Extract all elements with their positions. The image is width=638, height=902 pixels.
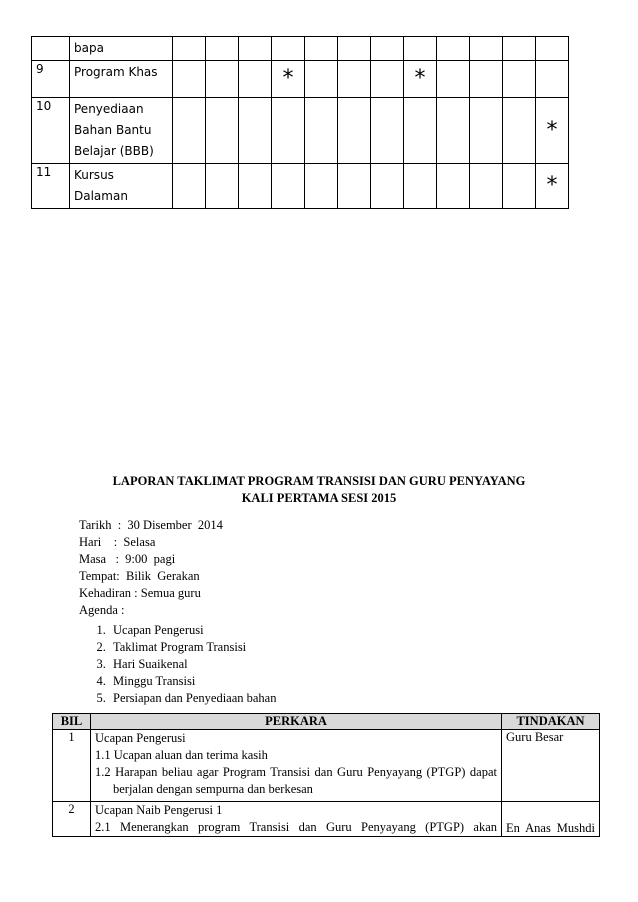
schedule-week-cell bbox=[305, 98, 338, 164]
row-bil: 1 bbox=[53, 730, 91, 802]
info-kehadiran: Kehadiran : Semua guru bbox=[79, 586, 201, 600]
info-masa: Masa : 9:00 pagi bbox=[79, 552, 176, 566]
schedule-week-cell bbox=[272, 98, 305, 164]
row-tindakan: En Anas Mushdi bbox=[502, 802, 600, 837]
agenda bbox=[79, 603, 276, 707]
schedule-week-cell bbox=[338, 61, 371, 98]
agenda-item: 5. Persiapan dan Penyediaan bahan bbox=[109, 690, 276, 707]
report-title-line2: KALI PERTAMA SESI 2015 bbox=[241, 491, 397, 505]
schedule-week-cell bbox=[173, 37, 206, 61]
perkara-table bbox=[52, 713, 600, 837]
info-tempat: Tempat: Bilik Gerakan bbox=[79, 569, 200, 583]
schedule-week-cell bbox=[536, 37, 569, 61]
schedule-table-body bbox=[32, 37, 569, 209]
schedule-activity: Penyediaan Bahan Bantu Belajar (BBB) bbox=[70, 98, 173, 164]
header-tindakan: TINDAKAN bbox=[502, 714, 600, 730]
perkara-header-row bbox=[53, 714, 600, 730]
agenda-item: 1. Ucapan Pengerusi bbox=[109, 622, 276, 639]
schedule-week-cell bbox=[536, 98, 569, 164]
header-perkara: PERKARA bbox=[91, 714, 502, 730]
agenda-item: 3. Hari Suaikenal bbox=[109, 656, 276, 673]
schedule-week-cell bbox=[206, 98, 239, 164]
schedule-row-number: 11 bbox=[32, 164, 70, 209]
schedule-week-cell bbox=[404, 37, 437, 61]
schedule-activity: Program Khas bbox=[70, 61, 173, 98]
row-title: Ucapan Naib Pengerusi 1 bbox=[95, 803, 223, 817]
schedule-week-cell bbox=[404, 164, 437, 209]
schedule-activity: Kursus Dalaman bbox=[70, 164, 173, 209]
info-tarikh: Tarikh : 30 Disember 2014 bbox=[79, 518, 223, 532]
schedule-week-cell bbox=[338, 164, 371, 209]
schedule-week-cell bbox=[338, 37, 371, 61]
asterisk-mark-icon: * bbox=[414, 66, 426, 91]
row-perkara bbox=[91, 802, 502, 837]
schedule-week-cell bbox=[437, 61, 470, 98]
schedule-row bbox=[32, 98, 569, 164]
schedule-week-cell bbox=[239, 37, 272, 61]
agenda-item: 2. Taklimat Program Transisi bbox=[109, 639, 276, 656]
row-perkara bbox=[91, 730, 502, 802]
row-title: Ucapan Pengerusi bbox=[95, 731, 186, 745]
agenda-item: 4. Minggu Transisi bbox=[109, 673, 276, 690]
schedule-row-number: 9 bbox=[32, 61, 70, 98]
schedule-week-cell bbox=[437, 37, 470, 61]
schedule-week-cell bbox=[437, 98, 470, 164]
header-bil: BIL bbox=[53, 714, 91, 730]
schedule-week-cell bbox=[272, 61, 305, 98]
schedule-week-cell bbox=[272, 164, 305, 209]
meeting-info bbox=[79, 517, 223, 602]
schedule-week-cell bbox=[371, 61, 404, 98]
schedule-week-cell bbox=[239, 98, 272, 164]
row-item: 2.1 Menerangkan program Transisi dan Guru Penyayang (PTGP) akan bbox=[95, 820, 497, 834]
asterisk-mark-icon: * bbox=[282, 66, 294, 91]
schedule-row-number bbox=[32, 37, 70, 61]
row-item: 1.1 Ucapan aluan dan terima kasih bbox=[95, 748, 268, 762]
row-item: 1.2 Harapan beliau agar Program Transisi dan Guru Penyayang (PTGP) dapat berjalan dengan sempurna dan berkesan bbox=[95, 765, 497, 796]
schedule-week-cell bbox=[239, 61, 272, 98]
schedule-week-cell bbox=[503, 164, 536, 209]
schedule-week-cell bbox=[503, 61, 536, 98]
schedule-week-cell bbox=[338, 98, 371, 164]
schedule-week-cell bbox=[371, 37, 404, 61]
agenda-list bbox=[79, 622, 276, 707]
schedule-week-cell bbox=[305, 164, 338, 209]
asterisk-mark-icon: * bbox=[546, 173, 558, 198]
schedule-week-cell bbox=[470, 61, 503, 98]
schedule-table bbox=[31, 36, 569, 209]
schedule-week-cell bbox=[371, 98, 404, 164]
schedule-week-cell bbox=[503, 98, 536, 164]
perkara-row bbox=[53, 730, 600, 802]
schedule-week-cell bbox=[503, 37, 536, 61]
schedule-week-cell bbox=[404, 61, 437, 98]
row-tindakan: Guru Besar bbox=[502, 730, 600, 802]
schedule-row bbox=[32, 164, 569, 209]
row-bil: 2 bbox=[53, 802, 91, 837]
schedule-row bbox=[32, 61, 569, 98]
schedule-week-cell bbox=[536, 164, 569, 209]
asterisk-mark-icon: * bbox=[546, 117, 558, 143]
agenda-label: Agenda : bbox=[79, 603, 125, 617]
schedule-week-cell bbox=[239, 164, 272, 209]
schedule-week-cell bbox=[173, 164, 206, 209]
schedule-week-cell bbox=[470, 98, 503, 164]
schedule-week-cell bbox=[371, 164, 404, 209]
schedule-week-cell bbox=[272, 37, 305, 61]
schedule-week-cell bbox=[470, 164, 503, 209]
schedule-row bbox=[32, 37, 569, 61]
schedule-week-cell bbox=[173, 98, 206, 164]
schedule-week-cell bbox=[206, 61, 239, 98]
schedule-week-cell bbox=[536, 61, 569, 98]
report-title-line1: LAPORAN TAKLIMAT PROGRAM TRANSISI DAN GURU PENYAYANG bbox=[112, 474, 526, 488]
schedule-week-cell bbox=[173, 61, 206, 98]
schedule-week-cell bbox=[305, 61, 338, 98]
info-hari: Hari : Selasa bbox=[79, 535, 156, 549]
schedule-activity: bapa bbox=[70, 37, 173, 61]
schedule-row-number: 10 bbox=[32, 98, 70, 164]
schedule-week-cell bbox=[206, 37, 239, 61]
schedule-week-cell bbox=[206, 164, 239, 209]
schedule-week-cell bbox=[437, 164, 470, 209]
perkara-row bbox=[53, 802, 600, 837]
schedule-week-cell bbox=[470, 37, 503, 61]
schedule-week-cell bbox=[404, 98, 437, 164]
schedule-week-cell bbox=[305, 37, 338, 61]
